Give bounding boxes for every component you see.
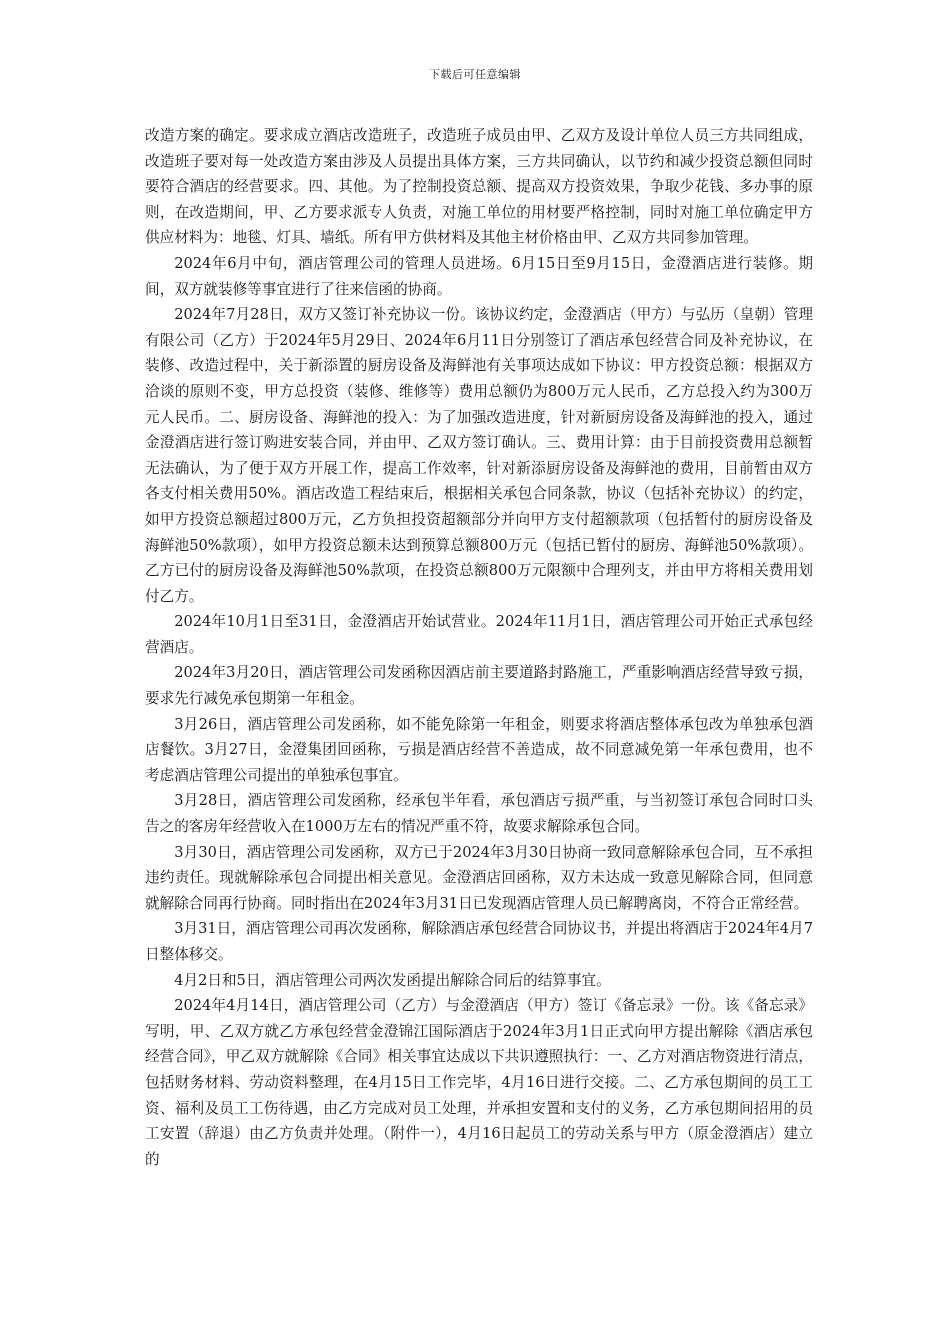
paragraph-6: 3月26日，酒店管理公司发函称，如不能免除第一年租金，则要求将酒店整体承包改为单独承包酒店餐饮。3月27日，金澄集团回函称，亏损是酒店经营不善造成，故不同意减免第一年承包费用，也不考虑酒店管理公司提出的单独承包事宜。: [145, 715, 813, 784]
paragraph-4: 2024年10月1日至31日，金澄酒店开始试营业。2024年11月1日，酒店管理公司开始正式承包经营酒店。: [145, 613, 813, 656]
paragraph-3: 2024年7月28日，双方又签订补充协议一份。该协议约定，金澄酒店（甲方）与弘历（皇朝）管理有限公司（乙方）于2024年5月29日、2024年6月11日分别签订了酒店承包经营合同及补充协议，在装修、改造过程中，关于新添置的厨房设备及海鲜池有关事项达成如下协议：甲方投资总额：根据双方洽谈的原则不变，甲方总投资（装修、维修等）费用总额仍为800万元人民币，乙方总投入约为300万元人民币。二、厨房设备、海鲜池的投入：为了加强改造进度，针对新厨房设备及海鲜池的投入，通过金澄酒店进行签订购进安装合同，并由甲、乙双方签订确认。三、费用计算：由于目前投资费用总额暂无法确认，为了便于双方开展工作，提高工作效率，针对新添厨房设备及海鲜池的费用，目前暂由双方各支付相关费用50%。酒店改造工程结束后，根据相关承包合同条款，协议（包括补充协议）的约定，如甲方投资总额超过800万元，乙方负担投资超额部分并向甲方支付超额款项（包括暂付的厨房设备及海鲜池50%款项），如甲方投资总额未达到预算总额800万元（包括已暂付的厨房、海鲜池50%款项）。乙方已付的厨房设备及海鲜池50%款项，在投资总额800万元限额中合理列支，并由甲方将相关费用划付乙方。: [145, 306, 813, 605]
paragraph-5: 2024年3月20日，酒店管理公司发函称因酒店前主要道路封路施工，严重影响酒店经营导致亏损，要求先行减免承包期第一年租金。: [145, 664, 813, 708]
paragraph-11: 2024年4月14日，酒店管理公司（乙方）与金澄酒店（甲方）签订《备忘录》一份。该《备忘录》写明，甲、乙双方就乙方承包经营金澄锦江国际酒店于2024年3月1日正式向甲方提出解除《酒店承包经营合同》，甲乙双方就解除《合同》相关事宜达成以下共识遵照执行：一、乙方对酒店物资进行清点，包括财务材料、劳动资料整理，在4月15日工作完毕，4月16日进行交接。二、乙方承包期间的员工工资、福利及员工工伤待遇，由乙方完成对员工处理，并承担安置和支付的义务，乙方承包期间招用的员工安置（辞退）由乙方负责并处理。（附件一），4月16日起员工的劳动关系与甲方（原金澄酒店）建立的: [145, 997, 813, 1168]
paragraph-8: 3月30日，酒店管理公司发函称，双方已于2024年3月30日协商一致同意解除承包合同，互不承担违约责任。现就解除承包合同提出相关意见。金澄酒店回函称，双方未达成一致意见解除合同，但同意就解除合同再行协商。同时指出在2024年3月31日已发现酒店管理人员已解聘离岗，不符合正常经营。: [145, 843, 813, 912]
paragraph-9: 3月31日，酒店管理公司再次发函称，解除酒店承包经营合同协议书，并提出将酒店于2024年4月7日整体移交。: [145, 920, 813, 963]
document-body: [145, 123, 813, 1172]
paragraph-1: 改造方案的确定。要求成立酒店改造班子，改造班子成员由甲、乙双方及设计单位人员三方共同组成，改造班子要对每一处改造方案由涉及人员提出具体方案，三方共同确认，以节约和减少投资总额但同时要符合酒店的经营要求。四、其他。为了控制投资总额、提高双方投资效果，争取少花钱、多办事的原则，在改造期间，甲、乙方要求派专人负责，对施工单位的用材要严格控制，同时对施工单位确定甲方供应材料为：地毯、灯具、墙纸。所有甲方供材料及其他主材价格由甲、乙双方共同参加管理。: [145, 127, 813, 247]
paragraph-2: 2024年6月中旬，酒店管理公司的管理人员进场。6月15日至9月15日，金澄酒店进行装修。期间，双方就装修等事宜进行了往来信函的协商。: [145, 254, 813, 298]
paragraph-7: 3月28日，酒店管理公司发函称，经承包半年看，承包酒店亏损严重，与当初签订承包合同时口头告之的客房年经营收入在1000万左右的情况严重不符，故要求解除承包合同。: [145, 792, 813, 836]
page-header: 下载后可任意编辑: [429, 68, 521, 81]
paragraph-10: 4月2日和5日，酒店管理公司两次发函提出解除合同后的结算事宜。: [174, 971, 611, 989]
